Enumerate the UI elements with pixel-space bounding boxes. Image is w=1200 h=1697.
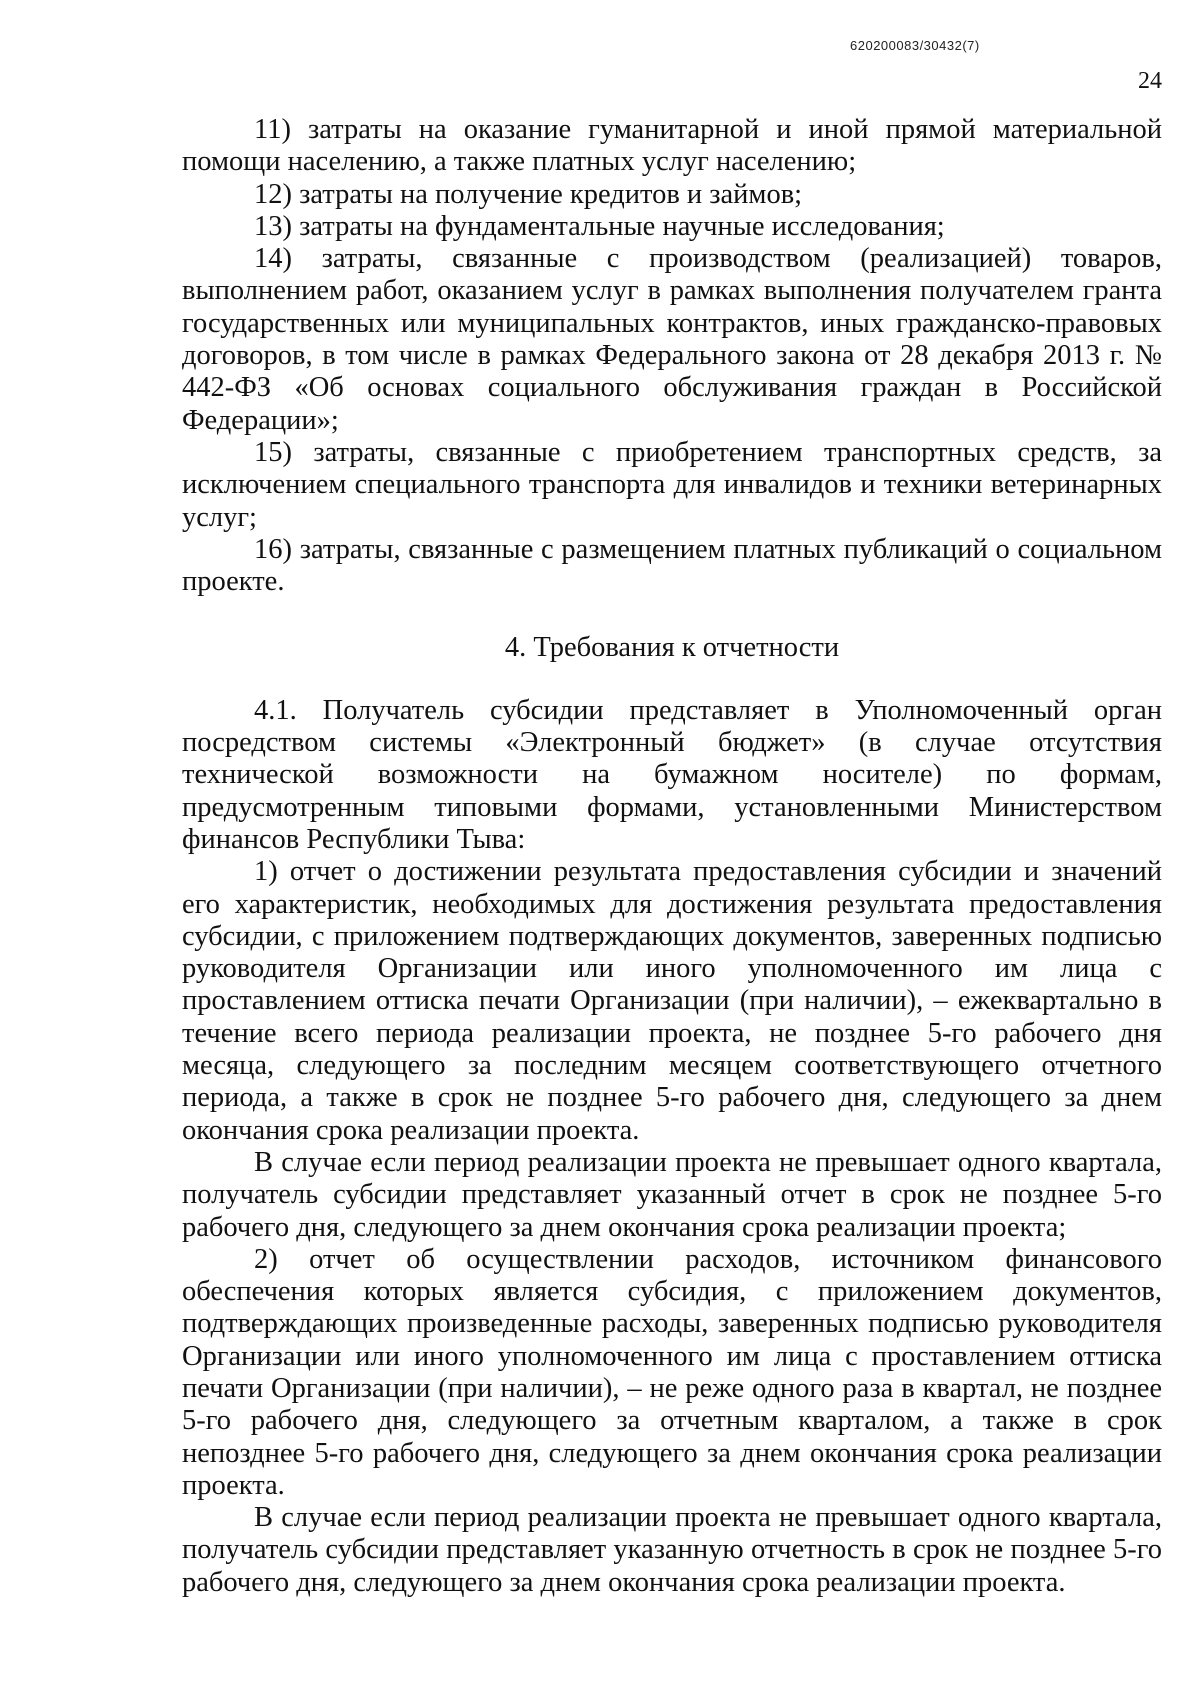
paragraph: 4.1. Получатель субсидии представляет в Уполномоченный орган посредством системы «Электронный бюджет» (в случае отсутствия технической возможности на бумажном носителе) по формам, предусмотренным типовыми формами, установленными Министерством финансов Республики Тыва: xyxy=(182,694,1162,855)
section-heading: 4. Требования к отчетности xyxy=(504,632,840,664)
page-number: 24 xyxy=(1138,68,1162,94)
paragraph: 1) отчет о достижении результата предоставления субсидии и значений его характеристик, необходимых для достижения результата предоставления субсидии, с приложением подтверждающих документов, заверенных подписью руководителя Организации или иного уполномоченного им лица с проставлением оттиска печати Организации (при наличии), – ежеквартально в течение всего периода реализации проекта, не позднее 5-го рабочего дня месяца, следующего за последним месяцем соответствующего отчетного периода, а также в срок не позднее 5-го рабочего дня, следующего за днем окончания срока реализации проекта. xyxy=(182,856,1162,1146)
paragraph: В случае если период реализации проекта не превышает одного квартала, получатель субсидии представляет указанный отчет в срок не позднее 5-го рабочего дня, следующего за днем окончания срока реализации проекта; xyxy=(182,1146,1162,1243)
list-item: 13) затраты на фундаментальные научные исследования; xyxy=(254,210,945,242)
paragraph: В случае если период реализации проекта не превышает одного квартала, получатель субсидии представляет указанную отчетность в срок не позднее 5-го рабочего дня, следующего за днем окончания срока реализации проекта. xyxy=(182,1502,1162,1598)
list-item: 11) затраты на оказание гуманитарной и иной прямой материальной помощи населению, а также платных услуг населению; xyxy=(182,114,1162,178)
list-item: 12) затраты на получение кредитов и займов; xyxy=(254,178,803,210)
list-item: 16) затраты, связанные с размещением платных публикаций о социальном проекте. xyxy=(182,533,1162,598)
document-id: 620200083/30432(7) xyxy=(850,38,980,53)
paragraph: 2) отчет об осуществлении расходов, источником финансового обеспечения которых является субсидия, с приложением документов, подтверждающих произведенные расходы, заверенных подписью руководителя Организации или иного уполномоченного им лица с проставлением оттиска печати Организации (при наличии), – не реже одного раза в квартал, не позднее 5-го рабочего дня, следующего за отчетным кварталом, а также в срок непозднее 5-го рабочего дня, следующего за днем окончания срока реализации проекта. xyxy=(182,1243,1162,1501)
list-item: 15) затраты, связанные с приобретением транспортных средств, за исключением специального транспорта для инвалидов и техники ветеринарных услуг; xyxy=(182,436,1162,533)
list-item: 14) затраты, связанные с производством (реализацией) товаров, выполнением работ, оказанием услуг в рамках выполнения получателем гранта государственных или муниципальных контрактов, иных гражданско-правовых договоров, в том числе в рамках Федерального закона от 28 декабря 2013 г. № 442-ФЗ «Об основах социального обслуживания граждан в Российской Федерации»; xyxy=(182,243,1162,436)
document-body xyxy=(182,114,1162,1599)
